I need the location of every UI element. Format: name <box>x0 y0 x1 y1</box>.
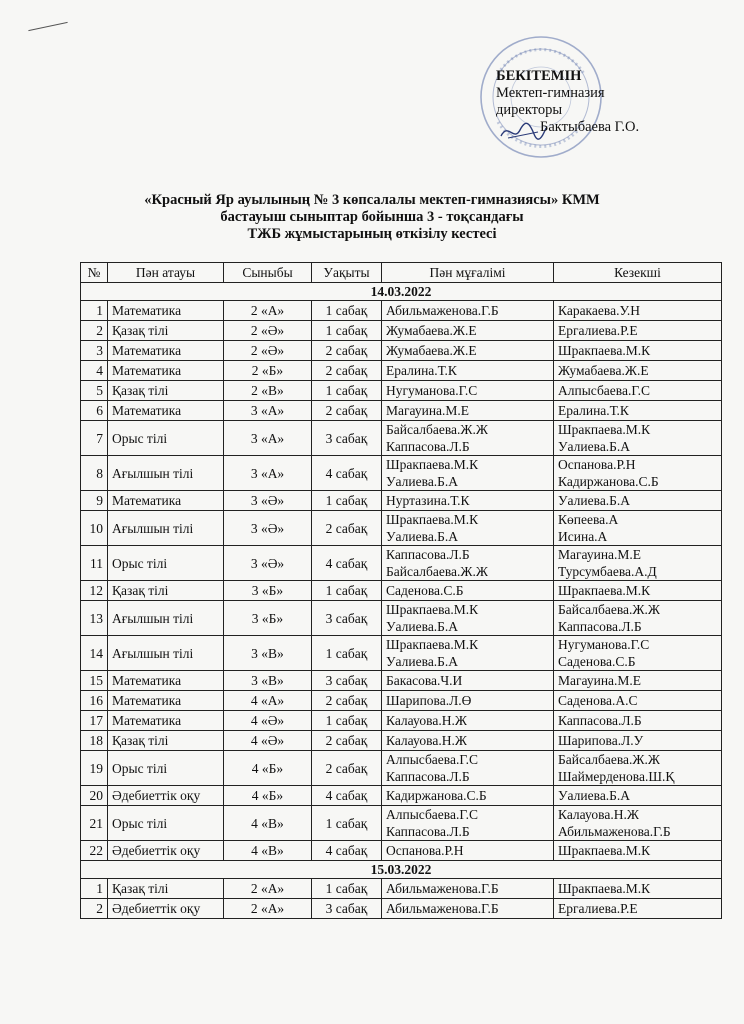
table-row <box>81 381 722 401</box>
duty-name: Каракаева.У.Н <box>558 303 640 318</box>
teacher-cell <box>382 671 554 691</box>
teacher-cell <box>382 546 554 581</box>
duty-name: Шракпаева.М.К <box>558 881 651 896</box>
time-cell: 2 сабақ <box>312 691 382 711</box>
table-header-row <box>81 263 722 283</box>
date-cell: 14.03.2022 <box>81 283 722 301</box>
subject-cell: Орыс тілі <box>108 546 224 581</box>
teacher-name: Каппасова.Л.Б <box>386 547 470 562</box>
header-time: Уақыты <box>312 263 382 283</box>
approval-signer: Бактыбаева Г.О. <box>540 119 640 135</box>
table-row <box>81 671 722 691</box>
duty-cell <box>554 421 722 456</box>
duty-name: Алпысбаева.Г.С <box>558 383 651 398</box>
row-number-cell: 7 <box>81 421 108 456</box>
duty-cell <box>554 456 722 491</box>
time-cell: 3 сабақ <box>312 899 382 919</box>
duty-name: Абильмаженова.Г.Б <box>558 824 671 839</box>
time-cell: 1 сабақ <box>312 806 382 841</box>
table-row <box>81 691 722 711</box>
subject-cell: Математика <box>108 301 224 321</box>
teacher-name: Каппасова.Л.Б <box>386 439 470 454</box>
table-row <box>81 511 722 546</box>
duty-cell <box>554 341 722 361</box>
teacher-cell <box>382 381 554 401</box>
table-row <box>81 546 722 581</box>
teacher-name: Уалиева.Б.А <box>386 474 459 489</box>
teacher-name: Каппасова.Л.Б <box>386 824 470 839</box>
duty-name: Шракпаева.М.К <box>558 843 651 858</box>
duty-name: Шракпаева.М.К <box>558 422 651 437</box>
duty-name: Байсалбаева.Ж.Ж <box>558 752 660 767</box>
teacher-cell <box>382 841 554 861</box>
teacher-name: Нуртазина.Т.К <box>386 493 470 508</box>
subject-cell: Математика <box>108 671 224 691</box>
duty-name: Ергалиева.Р.Е <box>558 323 638 338</box>
subject-cell: Математика <box>108 401 224 421</box>
time-cell: 4 сабақ <box>312 841 382 861</box>
time-cell: 4 сабақ <box>312 456 382 491</box>
row-number-cell: 22 <box>81 841 108 861</box>
teacher-cell <box>382 751 554 786</box>
row-number-cell: 21 <box>81 806 108 841</box>
duty-cell <box>554 786 722 806</box>
class-cell: 4 «Б» <box>224 786 312 806</box>
duty-cell <box>554 511 722 546</box>
class-cell: 4 «В» <box>224 806 312 841</box>
duty-cell <box>554 401 722 421</box>
row-number-cell: 12 <box>81 581 108 601</box>
subject-cell: Математика <box>108 341 224 361</box>
subject-cell: Әдебиеттік оқу <box>108 786 224 806</box>
teacher-name: Бакасова.Ч.И <box>386 673 463 688</box>
duty-cell <box>554 636 722 671</box>
duty-name: Ералина.Т.К <box>558 403 629 418</box>
subject-cell: Ағылшын тілі <box>108 511 224 546</box>
duty-cell <box>554 731 722 751</box>
teacher-cell <box>382 301 554 321</box>
row-number-cell: 9 <box>81 491 108 511</box>
duty-name: Ергалиева.Р.Е <box>558 901 638 916</box>
teacher-cell <box>382 711 554 731</box>
class-cell: 2 «В» <box>224 381 312 401</box>
class-cell: 3 «Б» <box>224 601 312 636</box>
subject-cell: Қазақ тілі <box>108 879 224 899</box>
row-number-cell: 19 <box>81 751 108 786</box>
teacher-cell <box>382 691 554 711</box>
table-row <box>81 751 722 786</box>
class-cell: 2 «А» <box>224 301 312 321</box>
header-subject: Пән атауы <box>108 263 224 283</box>
subject-cell: Ағылшын тілі <box>108 601 224 636</box>
row-number-cell: 6 <box>81 401 108 421</box>
subject-cell: Ағылшын тілі <box>108 636 224 671</box>
table-row <box>81 581 722 601</box>
teacher-name: Каппасова.Л.Б <box>386 769 470 784</box>
time-cell: 1 сабақ <box>312 301 382 321</box>
row-number-cell: 1 <box>81 879 108 899</box>
subject-cell: Орыс тілі <box>108 751 224 786</box>
row-number-cell: 10 <box>81 511 108 546</box>
teacher-name: Жумабаева.Ж.Е <box>386 323 477 338</box>
table-row <box>81 601 722 636</box>
subject-cell: Математика <box>108 711 224 731</box>
time-cell: 2 сабақ <box>312 511 382 546</box>
class-cell: 3 «Б» <box>224 581 312 601</box>
table-row <box>81 321 722 341</box>
teacher-name: Шарипова.Л.Ө <box>386 693 472 708</box>
class-cell: 3 «А» <box>224 421 312 456</box>
duty-name: Магауина.М.Е <box>558 547 642 562</box>
table-row <box>81 491 722 511</box>
time-cell: 2 сабақ <box>312 361 382 381</box>
approval-title: БЕКІТЕМІН <box>496 68 582 84</box>
teacher-cell <box>382 361 554 381</box>
duty-name: Исина.А <box>558 529 608 544</box>
time-cell: 1 сабақ <box>312 711 382 731</box>
table-row <box>81 711 722 731</box>
row-number-cell: 14 <box>81 636 108 671</box>
teacher-cell <box>382 491 554 511</box>
table-row <box>81 301 722 321</box>
teacher-cell <box>382 786 554 806</box>
teacher-name: Саденова.С.Б <box>386 583 464 598</box>
duty-cell <box>554 321 722 341</box>
time-cell: 3 сабақ <box>312 671 382 691</box>
class-cell: 4 «А» <box>224 691 312 711</box>
schedule-body <box>81 283 722 919</box>
duty-cell <box>554 546 722 581</box>
duty-cell <box>554 601 722 636</box>
document-title <box>0 192 744 243</box>
duty-name: Турсумбаева.А.Д <box>558 564 657 579</box>
teacher-name: Кадиржанова.С.Б <box>386 788 487 803</box>
teacher-name: Уалиева.Б.А <box>386 529 459 544</box>
subject-cell: Қазақ тілі <box>108 321 224 341</box>
class-cell: 3 «Ә» <box>224 546 312 581</box>
duty-cell <box>554 581 722 601</box>
teacher-name: Абильмаженова.Г.Б <box>386 881 499 896</box>
duty-cell <box>554 711 722 731</box>
date-cell: 15.03.2022 <box>81 861 722 879</box>
time-cell: 4 сабақ <box>312 546 382 581</box>
class-cell: 4 «В» <box>224 841 312 861</box>
duty-cell <box>554 899 722 919</box>
subject-cell: Математика <box>108 491 224 511</box>
teacher-cell <box>382 601 554 636</box>
teacher-name: Оспанова.Р.Н <box>386 843 464 858</box>
schedule-table <box>80 262 722 919</box>
row-number-cell: 2 <box>81 321 108 341</box>
duty-name: Шракпаева.М.К <box>558 343 651 358</box>
teacher-name: Алпысбаева.Г.С <box>386 807 479 822</box>
teacher-name: Шракпаева.М.К <box>386 457 479 472</box>
subject-cell: Әдебиеттік оқу <box>108 899 224 919</box>
duty-name: Саденова.С.Б <box>558 654 636 669</box>
table-row <box>81 731 722 751</box>
duty-name: Саденова.А.С <box>558 693 638 708</box>
class-cell: 4 «Ә» <box>224 711 312 731</box>
teacher-name: Ералина.Т.К <box>386 363 457 378</box>
time-cell: 1 сабақ <box>312 636 382 671</box>
row-number-cell: 1 <box>81 301 108 321</box>
row-number-cell: 20 <box>81 786 108 806</box>
duty-cell <box>554 751 722 786</box>
teacher-name: Шракпаева.М.К <box>386 512 479 527</box>
teacher-name: Магауина.М.Е <box>386 403 470 418</box>
duty-name: Нугуманова.Г.С <box>558 637 650 652</box>
duty-cell <box>554 671 722 691</box>
table-row <box>81 841 722 861</box>
teacher-cell <box>382 456 554 491</box>
class-cell: 3 «Ә» <box>224 511 312 546</box>
approval-block <box>496 68 639 136</box>
duty-name: Уалиева.Б.А <box>558 788 631 803</box>
table-row <box>81 421 722 456</box>
duty-name: Магауина.М.Е <box>558 673 642 688</box>
duty-cell <box>554 691 722 711</box>
row-number-cell: 3 <box>81 341 108 361</box>
header-class: Сыныбы <box>224 263 312 283</box>
table-row <box>81 341 722 361</box>
class-cell: 3 «В» <box>224 671 312 691</box>
table-row <box>81 361 722 381</box>
subject-cell: Математика <box>108 361 224 381</box>
header-teacher: Пән мұғалімі <box>382 263 554 283</box>
time-cell: 1 сабақ <box>312 381 382 401</box>
duty-name: Шаймерденова.Ш.Қ <box>558 769 675 784</box>
row-number-cell: 18 <box>81 731 108 751</box>
approval-position-line1: Мектеп-гимназия <box>496 85 605 101</box>
class-cell: 3 «А» <box>224 401 312 421</box>
teacher-name: Жумабаева.Ж.Е <box>386 343 477 358</box>
table-row <box>81 899 722 919</box>
duty-name: Көпеева.А <box>558 512 619 527</box>
teacher-name: Абильмаженова.Г.Б <box>386 901 499 916</box>
teacher-name: Байсалбаева.Ж.Ж <box>386 422 488 437</box>
duty-name: Байсалбаева.Ж.Ж <box>558 602 660 617</box>
class-cell: 2 «Ә» <box>224 321 312 341</box>
teacher-name: Уалиева.Б.А <box>386 619 459 634</box>
class-cell: 2 «Б» <box>224 361 312 381</box>
duty-name: Шарипова.Л.У <box>558 733 644 748</box>
teacher-cell <box>382 731 554 751</box>
duty-cell <box>554 381 722 401</box>
time-cell: 1 сабақ <box>312 879 382 899</box>
date-row <box>81 283 722 301</box>
duty-name: Каппасова.Л.Б <box>558 713 642 728</box>
time-cell: 2 сабақ <box>312 751 382 786</box>
row-number-cell: 5 <box>81 381 108 401</box>
teacher-name: Байсалбаева.Ж.Ж <box>386 564 488 579</box>
teacher-name: Калауова.Н.Ж <box>386 733 467 748</box>
table-row <box>81 456 722 491</box>
time-cell: 1 сабақ <box>312 581 382 601</box>
teacher-cell <box>382 636 554 671</box>
row-number-cell: 8 <box>81 456 108 491</box>
header-number: № <box>81 263 108 283</box>
subject-cell: Математика <box>108 691 224 711</box>
row-number-cell: 11 <box>81 546 108 581</box>
teacher-cell <box>382 806 554 841</box>
row-number-cell: 15 <box>81 671 108 691</box>
duty-name: Уалиева.Б.А <box>558 493 631 508</box>
teacher-name: Калауова.Н.Ж <box>386 713 467 728</box>
time-cell: 2 сабақ <box>312 401 382 421</box>
teacher-cell <box>382 511 554 546</box>
time-cell: 4 сабақ <box>312 786 382 806</box>
subject-cell: Орыс тілі <box>108 421 224 456</box>
time-cell: 3 сабақ <box>312 421 382 456</box>
duty-cell <box>554 301 722 321</box>
row-number-cell: 17 <box>81 711 108 731</box>
class-cell: 4 «Б» <box>224 751 312 786</box>
teacher-cell <box>382 879 554 899</box>
table-row <box>81 636 722 671</box>
class-cell: 3 «А» <box>224 456 312 491</box>
title-line-1: «Красный Яр ауылының № 3 көпсалалы мектеп-гимназиясы» КММ <box>144 192 600 208</box>
time-cell: 1 сабақ <box>312 321 382 341</box>
duty-name: Уалиева.Б.А <box>558 439 631 454</box>
duty-cell <box>554 806 722 841</box>
header-duty: Кезекші <box>554 263 722 283</box>
class-cell: 2 «А» <box>224 899 312 919</box>
duty-cell <box>554 491 722 511</box>
subject-cell: Қазақ тілі <box>108 731 224 751</box>
duty-cell <box>554 361 722 381</box>
row-number-cell: 4 <box>81 361 108 381</box>
row-number-cell: 16 <box>81 691 108 711</box>
time-cell: 2 сабақ <box>312 731 382 751</box>
row-number-cell: 13 <box>81 601 108 636</box>
teacher-cell <box>382 581 554 601</box>
time-cell: 3 сабақ <box>312 601 382 636</box>
table-row <box>81 786 722 806</box>
duty-name: Жумабаева.Ж.Е <box>558 363 649 378</box>
class-cell: 3 «Ә» <box>224 491 312 511</box>
teacher-cell <box>382 341 554 361</box>
duty-cell <box>554 841 722 861</box>
class-cell: 3 «В» <box>224 636 312 671</box>
teacher-name: Алпысбаева.Г.С <box>386 752 479 767</box>
title-line-2: бастауыш сыныптар бойынша 3 - тоқсандағы <box>220 209 524 225</box>
subject-cell: Қазақ тілі <box>108 381 224 401</box>
row-number-cell: 2 <box>81 899 108 919</box>
class-cell: 2 «А» <box>224 879 312 899</box>
class-cell: 4 «Ә» <box>224 731 312 751</box>
teacher-name: Абильмаженова.Г.Б <box>386 303 499 318</box>
teacher-name: Шракпаева.М.К <box>386 637 479 652</box>
duty-name: Калауова.Н.Ж <box>558 807 639 822</box>
duty-cell <box>554 879 722 899</box>
class-cell: 2 «Ә» <box>224 341 312 361</box>
teacher-name: Нугуманова.Г.С <box>386 383 478 398</box>
title-line-3: ТЖБ жұмыстарының өткізілу кестесі <box>247 226 497 242</box>
teacher-cell <box>382 421 554 456</box>
time-cell: 2 сабақ <box>312 341 382 361</box>
teacher-cell <box>382 899 554 919</box>
duty-name: Кадиржанова.С.Б <box>558 474 659 489</box>
table-row <box>81 401 722 421</box>
teacher-cell <box>382 401 554 421</box>
subject-cell: Орыс тілі <box>108 806 224 841</box>
table-row <box>81 806 722 841</box>
duty-name: Шракпаева.М.К <box>558 583 651 598</box>
duty-name: Оспанова.Р.Н <box>558 457 636 472</box>
duty-name: Каппасова.Л.Б <box>558 619 642 634</box>
date-row <box>81 861 722 879</box>
time-cell: 1 сабақ <box>312 491 382 511</box>
subject-cell: Әдебиеттік оқу <box>108 841 224 861</box>
approval-position-line2: директоры <box>496 102 563 118</box>
subject-cell: Қазақ тілі <box>108 581 224 601</box>
teacher-name: Уалиева.Б.А <box>386 654 459 669</box>
teacher-name: Шракпаева.М.К <box>386 602 479 617</box>
scan-artifact-line <box>28 22 67 31</box>
teacher-cell <box>382 321 554 341</box>
subject-cell: Ағылшын тілі <box>108 456 224 491</box>
table-row <box>81 879 722 899</box>
